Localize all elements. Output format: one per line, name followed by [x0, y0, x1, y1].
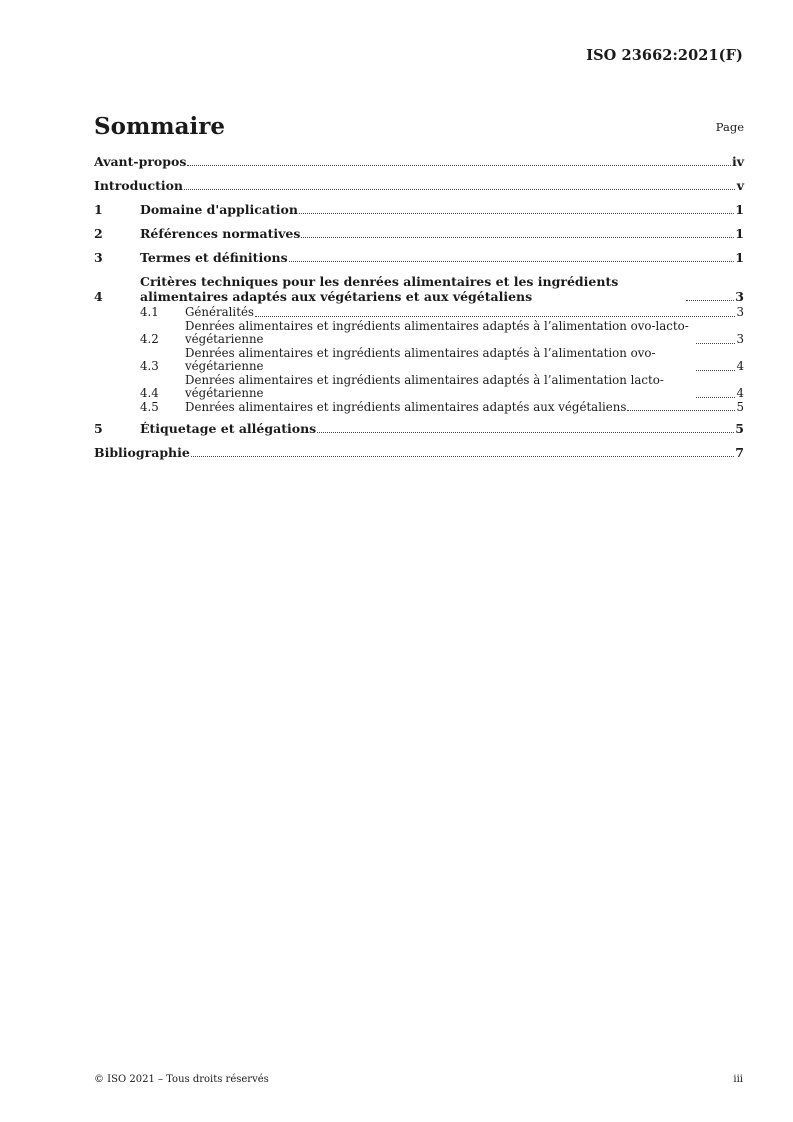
toc-entry-foreword[interactable]: [94, 154, 744, 169]
toc-entry-page: iv: [731, 154, 744, 169]
copyright-notice: © ISO 2021 – Tous droits réservés: [94, 1074, 269, 1085]
dot-leader: [299, 213, 734, 214]
toc-entry-number: 4.2: [140, 332, 159, 346]
dot-leader: [696, 397, 735, 398]
page-title: Sommaire: [94, 113, 226, 140]
toc-entry-label: Étiquetage et allégations: [140, 421, 317, 436]
toc-entry-scope[interactable]: [94, 202, 744, 217]
toc-entry-label: Bibliographie: [94, 445, 190, 460]
toc-entry-label: Denrées alimentaires et ingrédients alimentaires adaptés aux végétaliens: [185, 399, 627, 414]
dot-leader: [686, 300, 734, 301]
toc-entry-introduction[interactable]: [94, 178, 744, 193]
toc-entry-page: 3: [735, 289, 744, 304]
toc-entry-number: 4.5: [140, 399, 159, 414]
toc-entry-label: Introduction: [94, 178, 184, 193]
toc-entry-page: 1: [735, 250, 744, 265]
toc-entry-number: 4: [94, 289, 103, 304]
toc-entry-label: Généralités: [185, 305, 254, 319]
toc-entry-page: 5: [736, 399, 744, 414]
dot-leader: [184, 189, 735, 190]
toc-entry-page: 1: [735, 226, 744, 241]
toc-entry-page: 4: [736, 359, 744, 373]
toc-entry-page: 3: [736, 305, 744, 319]
toc-entry-number: 1: [94, 202, 103, 217]
toc-entry-terms-definitions[interactable]: [94, 250, 744, 265]
toc-subentry-lacto[interactable]: [94, 374, 744, 401]
toc-entry-number: 5: [94, 421, 103, 436]
table-of-contents: [94, 154, 744, 469]
toc-entry-page: 4: [736, 386, 744, 400]
toc-entry-page: 3: [736, 332, 744, 346]
document-reference: ISO 23662:2021(F): [586, 47, 743, 64]
dot-leader: [255, 316, 735, 317]
toc-entry-label: Références normatives: [140, 226, 301, 241]
toc-entry-number: 4.3: [140, 359, 159, 373]
toc-subentry-ovo-lacto[interactable]: [94, 320, 744, 347]
dot-leader: [301, 237, 734, 238]
toc-entry-technical-criteria[interactable]: [94, 274, 744, 304]
toc-entry-page: v: [736, 178, 744, 193]
toc-subentry-ovo[interactable]: [94, 347, 744, 374]
page-column-label: Page: [715, 120, 744, 134]
dot-leader: [317, 432, 734, 433]
dot-leader: [289, 261, 735, 262]
toc-entry-label: Denrées alimentaires et ingrédients alimentaires adaptés à l’alimentation ovo-lacto-végétarienne: [185, 318, 689, 346]
toc-entry-label: Domaine d'application: [140, 202, 298, 217]
toc-header: [94, 113, 744, 143]
dot-leader: [187, 165, 731, 166]
dot-leader: [191, 456, 734, 457]
toc-entry-labelling-claims[interactable]: [94, 421, 744, 436]
toc-entry-number: 2: [94, 226, 103, 241]
toc-entry-label: Avant-propos: [94, 154, 187, 169]
toc-entry-label: Critères techniques pour les denrées alimentaires et les ingrédients alimentaires adaptés aux végétariens et aux végétaliens: [140, 274, 619, 304]
dot-leader: [696, 343, 735, 344]
toc-entry-number: 3: [94, 250, 103, 265]
toc-entry-label: Denrées alimentaires et ingrédients alimentaires adaptés à l’alimentation lacto-végétarienne: [185, 372, 664, 400]
toc-subentry-general[interactable]: [94, 306, 744, 320]
toc-entry-page: 7: [735, 445, 744, 460]
dot-leader: [627, 410, 735, 411]
page-number: iii: [733, 1074, 743, 1085]
toc-entry-number: 4.1: [140, 305, 159, 319]
toc-entry-label: Termes et définitions: [140, 250, 288, 265]
toc-entry-number: 4.4: [140, 386, 159, 400]
toc-subentry-vegan[interactable]: [94, 401, 744, 415]
toc-entry-page: 1: [735, 202, 744, 217]
toc-entry-label: Denrées alimentaires et ingrédients alimentaires adaptés à l’alimentation ovo-végétarienne: [185, 345, 656, 373]
dot-leader: [696, 370, 735, 371]
toc-entry-bibliography[interactable]: [94, 445, 744, 460]
toc-entry-normative-references[interactable]: [94, 226, 744, 241]
toc-entry-page: 5: [735, 421, 744, 436]
